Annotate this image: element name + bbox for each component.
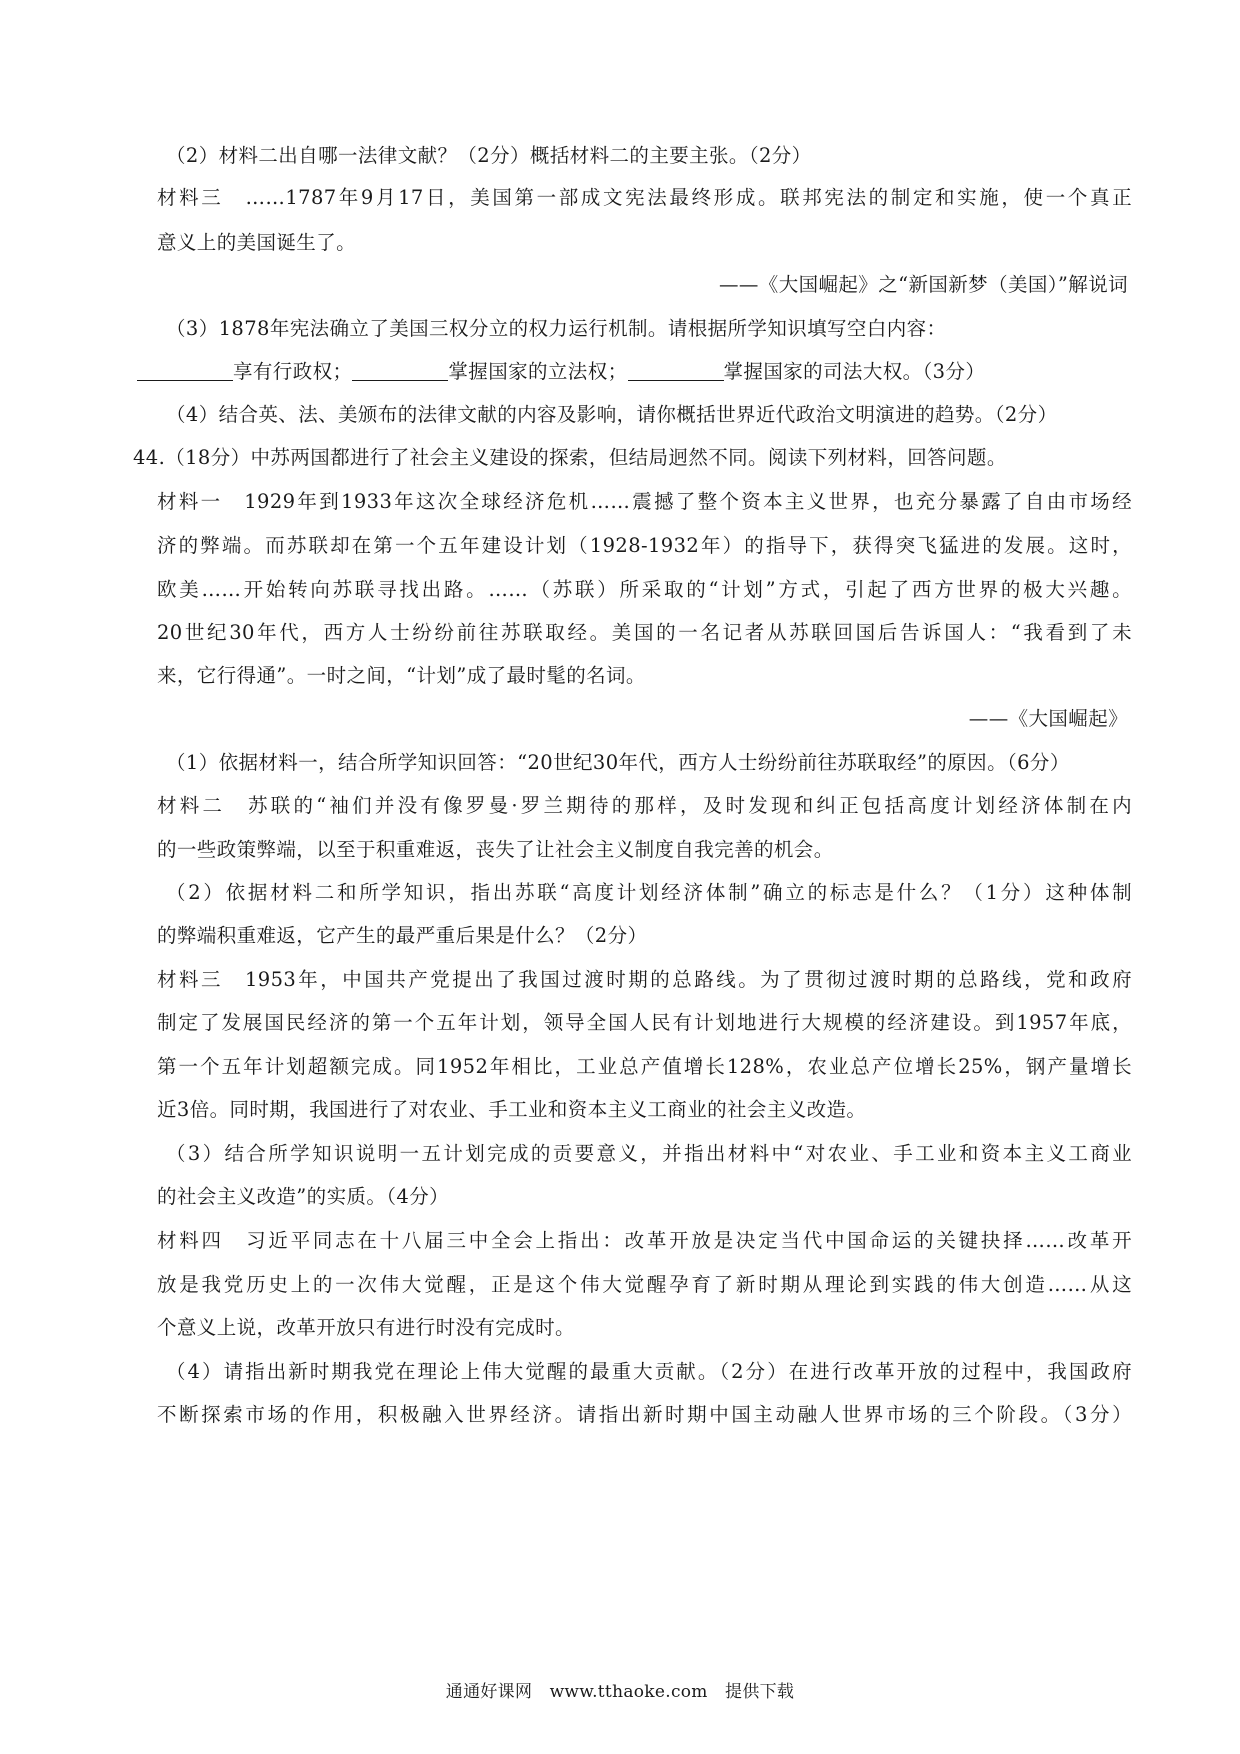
question-44-3-prompt-line: 的社会主义改造”的实质。（4分） xyxy=(157,1185,450,1208)
question-4-prompt: （4）结合英、法、美颁布的法律文献的内容及影响，请你概括世界近代政治文明演进的趋势。（2分） xyxy=(166,403,1058,426)
material-1-text-line: 欧美……开始转向苏联寻找出路。……（苏联）所采取的“计划”方式，引起了西方世界的极大兴趣。 xyxy=(157,578,1132,601)
question-44-4-prompt-line: （4）请指出新时期我党在理论上伟大觉醒的最重大贡献。（2分）在进行改革开放的过程中，我国政府 xyxy=(166,1360,1132,1383)
question-44-3-prompt-line: （3）结合所学知识说明一五计划完成的贡要意义，并指出材料中“对农业、手工业和资本主义工商业 xyxy=(166,1142,1132,1165)
material-3b-text-line: 近3倍。同时期，我国进行了对农业、手工业和资本主义工商业的社会主义改造。 xyxy=(157,1098,867,1121)
material-3-text-line: 意义上的美国诞生了。 xyxy=(157,231,357,254)
material-1-text-line: 20世纪30年代，西方人士纷纷前往苏联取经。美国的一名记者从苏联回国后告诉国人：“我看到了未 xyxy=(157,621,1132,644)
answer-blank[interactable] xyxy=(137,360,233,381)
material-2-text-line: 的一些政策弊端，以至于积重难返，丧失了让社会主义制度自我完善的机会。 xyxy=(157,838,834,861)
blank-suffix: 享有行政权； xyxy=(233,360,353,383)
question-3-prompt: （3）1878年宪法确立了美国三权分立的权力运行机制。请根据所学知识填写空白内容： xyxy=(166,317,947,340)
answer-blank[interactable] xyxy=(628,360,724,381)
material-4-text-line: 个意义上说，改革开放只有进行时没有完成时。 xyxy=(157,1316,575,1339)
material-2-text-line: 材料二 苏联的“袖们并没有像罗曼·罗兰期待的那样，及时发现和纠正包括高度计划经济体制在内 xyxy=(157,794,1132,817)
page-footer: 通通好课网 www.tthaoke.com 提供下载 xyxy=(445,1682,795,1702)
material-3-text-line: 材料三 ……1787年9月17日，美国第一部成文宪法最终形成。联邦宪法的制定和实施，使一个真正 xyxy=(157,186,1132,209)
material-3b-text-line: 第一个五年计划超额完成。同1952年相比，工业总产值增长128%，农业总产位增长25%，钢产量增长 xyxy=(157,1055,1132,1078)
material-3b-text-line: 制定了发展国民经济的第一个五年计划，领导全国人民有计划地进行大规模的经济建设。到1957年底， xyxy=(157,1011,1132,1034)
material-1-text-line: 材料一 1929年到1933年这次全球经济危机……震撼了整个资本主义世界，也充分暴露了自由市场经 xyxy=(157,490,1132,513)
blank-suffix: 掌握国家的立法权； xyxy=(448,360,628,383)
material-1-source: ——《大国崛起》 xyxy=(968,707,1128,730)
material-4-text-line: 放是我党历史上的一次伟大觉醒，正是这个伟大觉醒孕育了新时期从理论到实践的伟大创造……从这 xyxy=(157,1273,1132,1296)
question-44-2-prompt-line: （2）依据材料二和所学知识，指出苏联“高度计划经济体制”确立的标志是什么？（1分）这种体制 xyxy=(166,881,1132,904)
blank-suffix: 掌握国家的司法大权。（3分） xyxy=(723,360,986,383)
material-4-text-line: 材料四 习近平同志在十八届三中全会上指出：改革开放是决定当代中国命运的关键抉择……改革开 xyxy=(157,1229,1132,1252)
question-44-1-prompt: （1）依据材料一，结合所学知识回答：“20世纪30年代，西方人士纷纷前往苏联取经”的原因。（6分） xyxy=(166,751,1070,774)
material-1-text-line: 来，它行得通”。一时之间，“计划”成了最时髦的名词。 xyxy=(157,664,646,687)
question-44-intro: 44.（18分）中苏两国都进行了社会主义建设的探索，但结局迥然不同。阅读下列材料，回答问题。 xyxy=(133,446,1007,469)
material-3b-text-line: 材料三 1953年，中国共产党提出了我国过渡时期的总路线。为了贯彻过渡时期的总路线，党和政府 xyxy=(157,968,1132,991)
material-3-source: ——《大国崛起》之“新国新梦（美国）”解说词 xyxy=(719,273,1128,296)
question-2-prompt: （2）材料二出自哪一法律文献？（2分）概括材料二的主要主张。（2分） xyxy=(166,144,812,167)
answer-blank[interactable] xyxy=(352,360,448,381)
question-44-4-prompt-line: 不断探索市场的作用，积极融入世界经济。请指出新时期中国主动融人世界市场的三个阶段。（3分） xyxy=(157,1403,1132,1426)
question-44-2-prompt-line: 的弊端积重难返，它产生的最严重后果是什么？（2分） xyxy=(157,924,648,947)
material-1-text-line: 济的弊端。而苏联却在第一个五年建设计划（1928-1932年）的指导下，获得突飞猛进的发展。这时， xyxy=(157,534,1132,557)
question-3-fill-blanks xyxy=(137,358,1112,386)
